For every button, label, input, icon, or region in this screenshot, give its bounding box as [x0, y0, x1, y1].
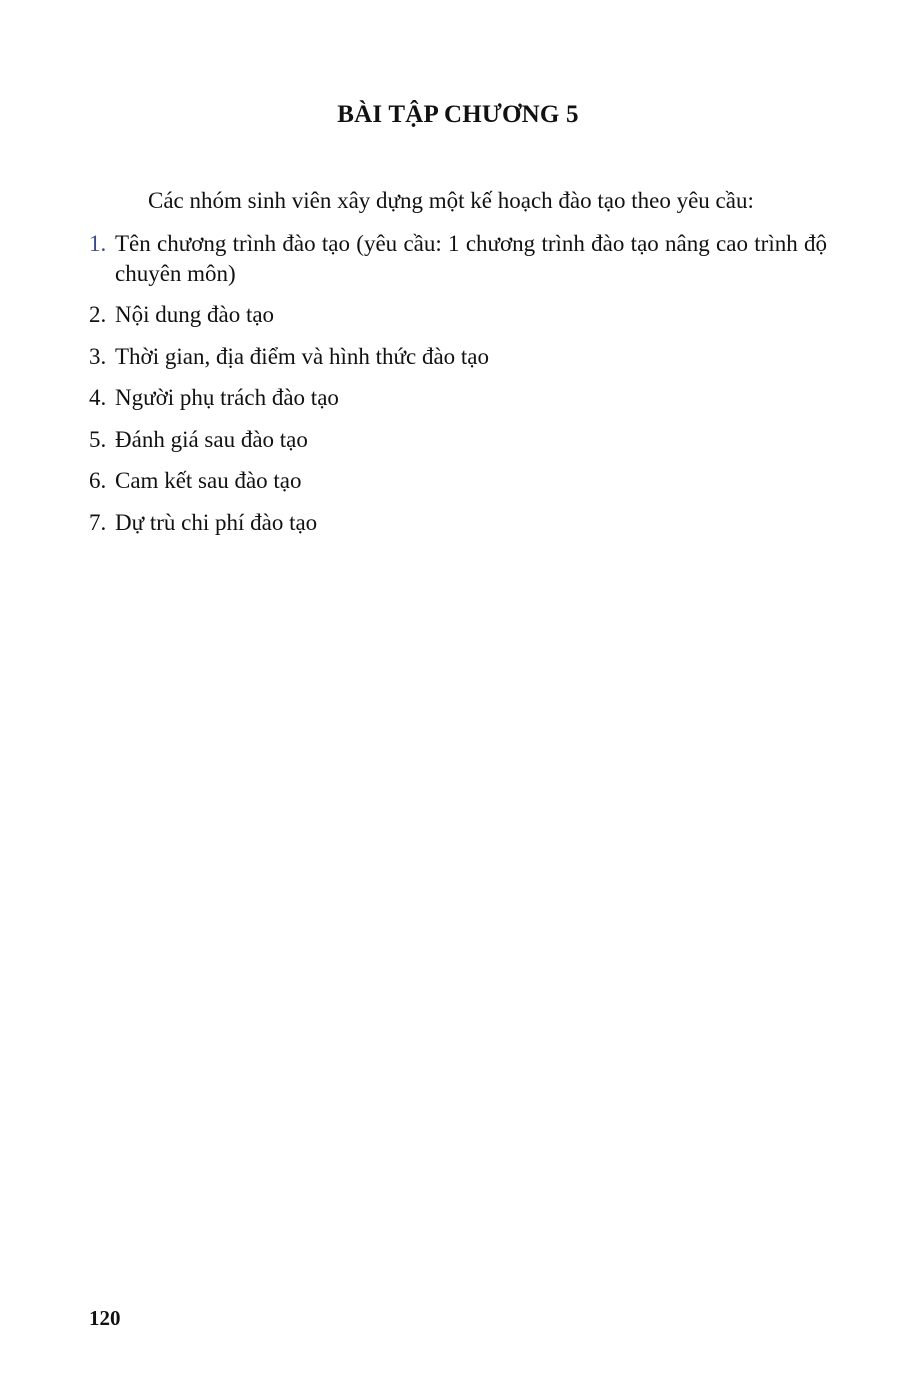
- list-item: [89, 383, 827, 413]
- page-number: 120: [89, 1306, 121, 1330]
- list-item-text: Thời gian, địa điểm và hình thức đào tạo: [115, 343, 490, 369]
- list-item: [89, 300, 827, 330]
- list-item-number: 4.: [89, 385, 107, 410]
- list-item-text: Đánh giá sau đào tạo: [115, 426, 308, 452]
- requirements-list: [89, 229, 827, 549]
- list-item: [89, 508, 827, 538]
- list-item-text: Tên chương trình đào tạo (yêu cầu: 1 chương trình đào tạo nâng cao trình độ chuyên môn): [115, 231, 827, 286]
- list-item: [89, 229, 827, 289]
- list-item-text: Dự trù chi phí đào tạo: [115, 509, 318, 535]
- list-item: [89, 425, 827, 455]
- list-item-number: 2.: [89, 302, 107, 327]
- list-item: [89, 342, 827, 372]
- list-item-number: 5.: [89, 426, 107, 452]
- list-item-text: Người phụ trách đào tạo: [115, 385, 339, 410]
- list-item-number: 3.: [89, 343, 107, 369]
- intro-paragraph: Các nhóm sinh viên xây dựng một kế hoạch đào tạo theo yêu cầu:: [148, 188, 754, 213]
- list-item-number: 6.: [89, 468, 107, 493]
- chapter-exercise-title: BÀI TẬP CHƯƠNG 5: [337, 101, 579, 128]
- list-item: [89, 466, 827, 496]
- list-item-text: Nội dung đào tạo: [115, 302, 275, 327]
- list-item-number: 7.: [89, 509, 107, 535]
- list-item-number: 1.: [89, 231, 107, 256]
- list-item-text: Cam kết sau đào tạo: [115, 468, 302, 493]
